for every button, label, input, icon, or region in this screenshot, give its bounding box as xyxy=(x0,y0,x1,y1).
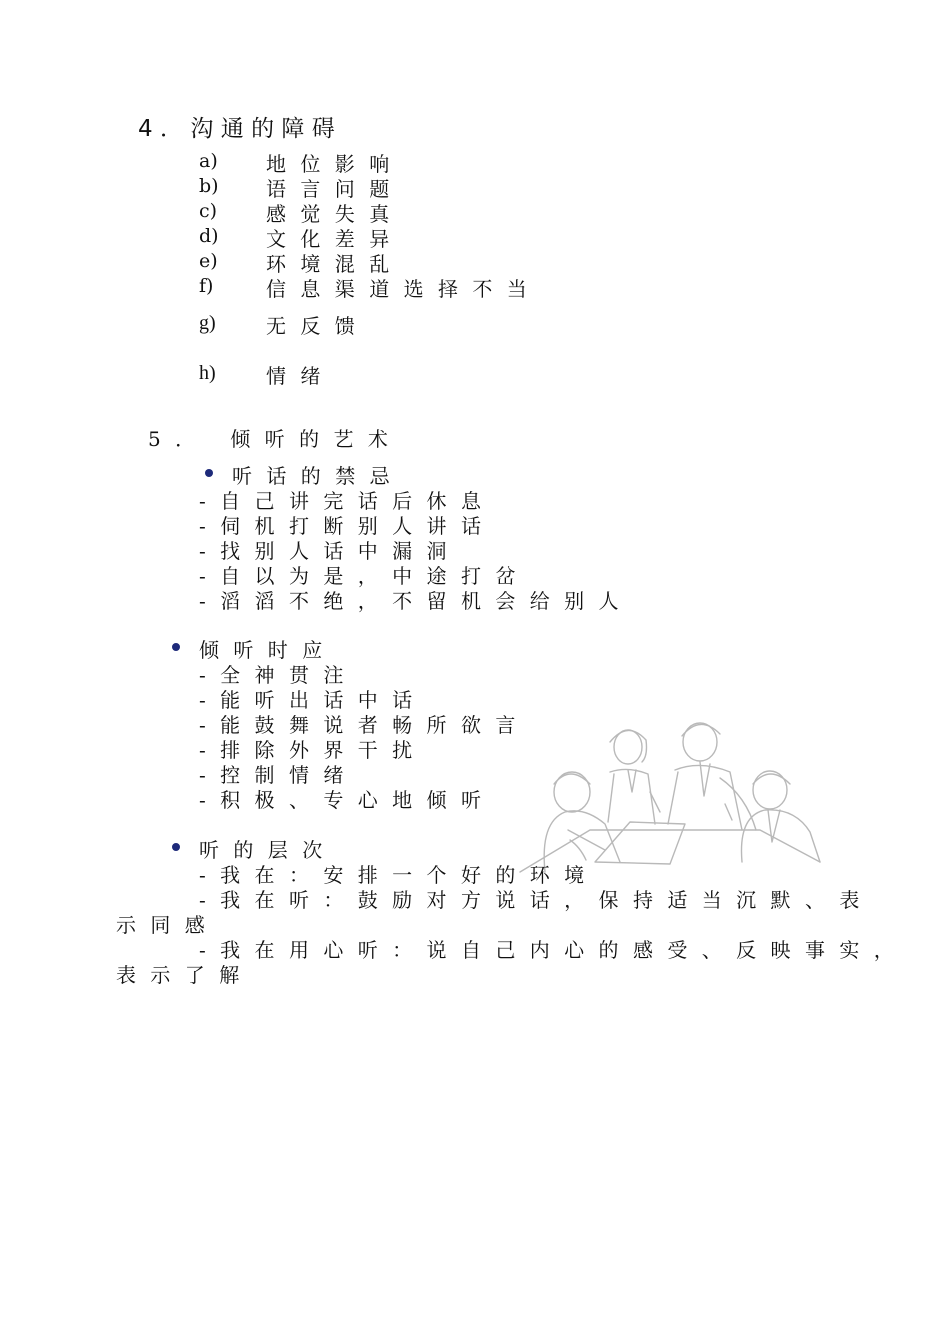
item-text: 感觉失真 xyxy=(266,202,404,226)
item-label: b) xyxy=(199,175,219,197)
list-line: -我在：安排一个好的环境 xyxy=(199,863,599,887)
list-line: -排除外界干扰 xyxy=(199,738,427,762)
list-line: -能鼓舞说者畅所欲言 xyxy=(199,713,530,737)
item-text: 无反馈 xyxy=(266,314,370,338)
list-line: -自己讲完话后休息 xyxy=(199,489,496,513)
list-line: -能听出话中话 xyxy=(199,688,427,712)
list-line: -全神贯注 xyxy=(199,663,358,687)
item-label: h) xyxy=(199,362,216,384)
section-4-heading: 4．沟通的障碍 xyxy=(138,116,343,142)
list-line: -自以为是，中途打岔 xyxy=(199,564,530,588)
item-text: 语言问题 xyxy=(266,177,404,201)
bullet-icon xyxy=(170,841,181,852)
group-title: 听话的禁忌 xyxy=(232,464,404,488)
item-text: 地位影响 xyxy=(266,152,404,176)
bullet-icon xyxy=(203,467,214,478)
item-text: 环境混乱 xyxy=(266,252,404,276)
item-label: c) xyxy=(199,200,218,222)
item-label: a) xyxy=(199,150,218,172)
group-title: 听的层次 xyxy=(199,838,337,862)
item-label: g) xyxy=(199,312,216,334)
item-label: d) xyxy=(199,225,219,247)
list-line: 表示了解 xyxy=(116,963,254,987)
item-label: f) xyxy=(199,275,214,297)
item-text: 情绪 xyxy=(266,364,335,388)
list-line: -滔滔不绝，不留机会给别人 xyxy=(199,589,633,613)
item-label: e) xyxy=(199,250,218,272)
list-line: -找别人话中漏洞 xyxy=(199,539,461,563)
section-5-heading: 5． 倾听的艺术 xyxy=(148,427,403,451)
list-line: -伺机打断别人讲话 xyxy=(199,514,496,538)
group-title: 倾听时应 xyxy=(199,638,337,662)
list-line: -我在听：鼓励对方说话，保持适当沉默、表 xyxy=(199,888,874,912)
item-text: 信息渠道选择不当 xyxy=(266,277,542,301)
list-line: -积极、专心地倾听 xyxy=(199,788,496,812)
list-line: -控制情绪 xyxy=(199,763,358,787)
list-line: 示同感 xyxy=(116,913,220,937)
list-line: -我在用心听：说自己内心的感受、反映事实， xyxy=(199,938,909,962)
item-text: 文化差异 xyxy=(266,227,404,251)
bullet-icon xyxy=(170,641,181,652)
